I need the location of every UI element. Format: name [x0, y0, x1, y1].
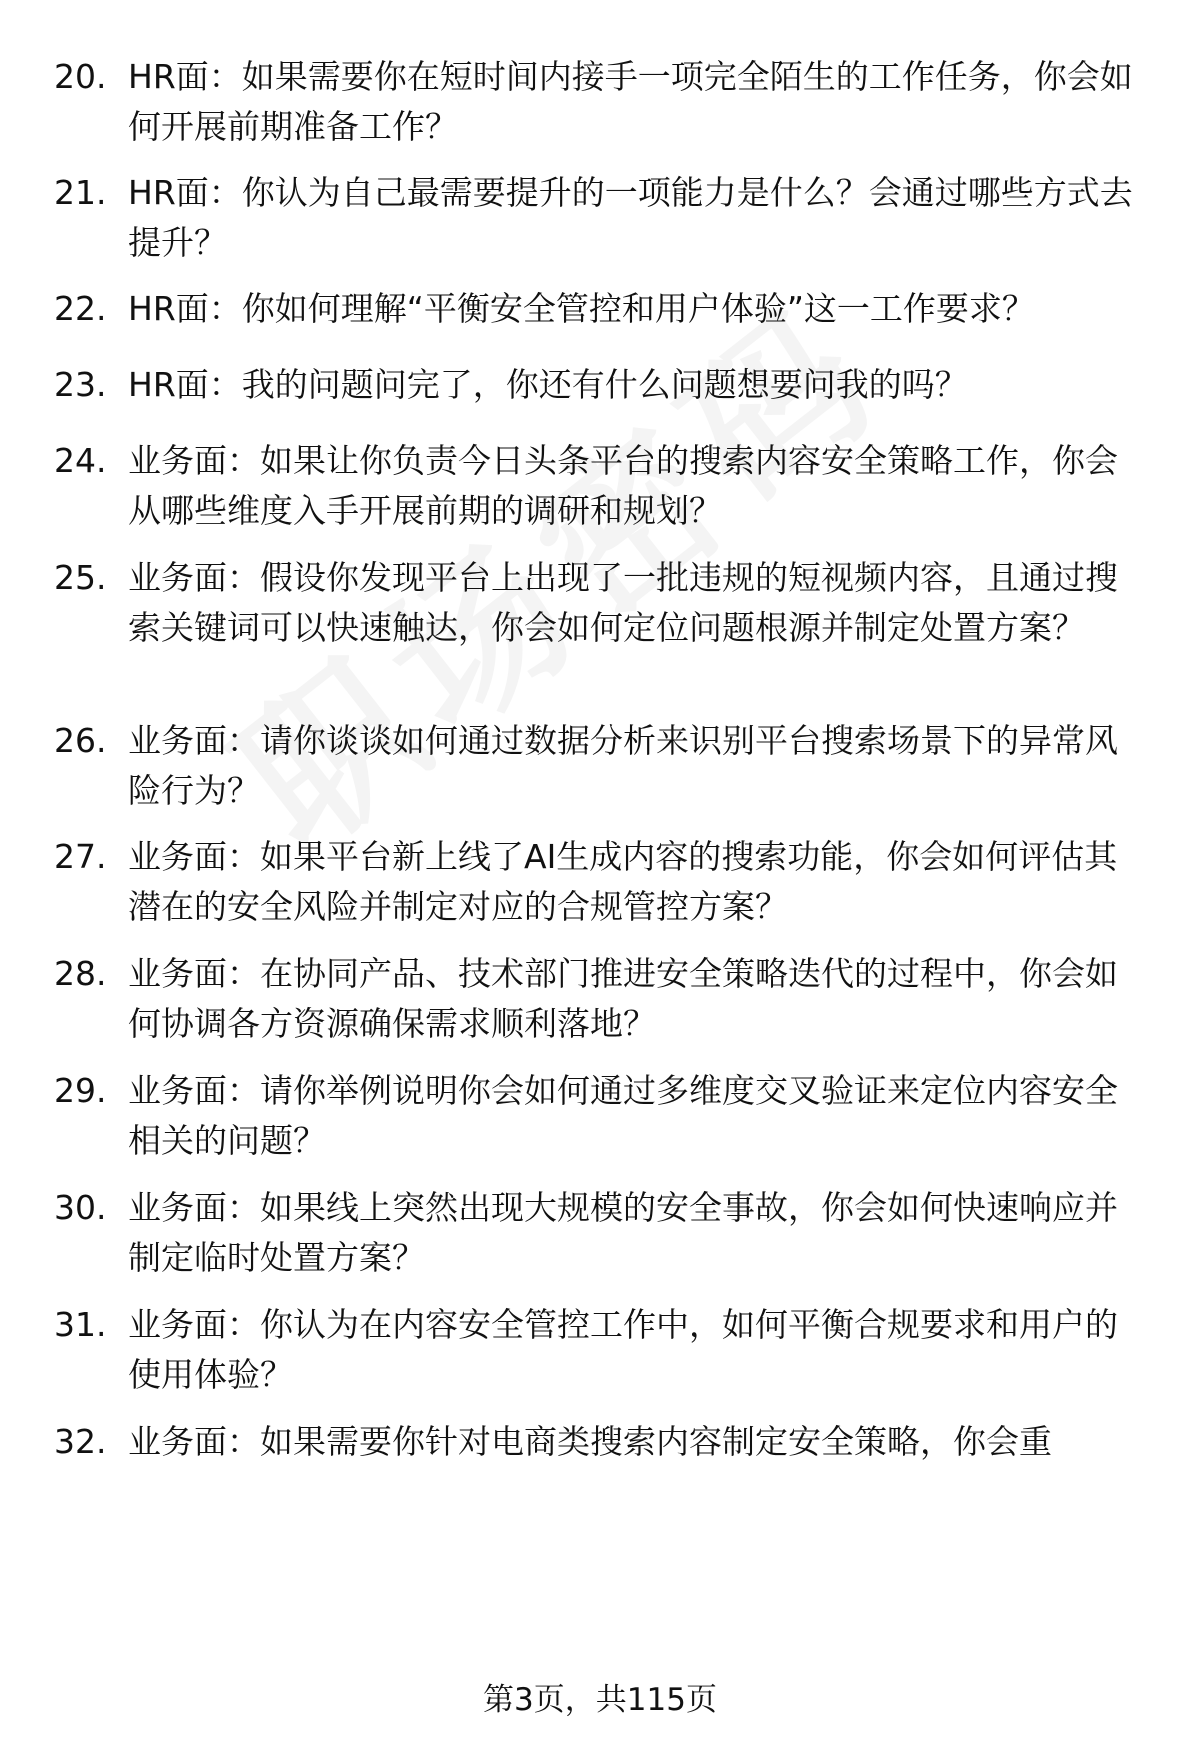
item-number: 25.: [54, 558, 107, 597]
page-footer: 第3页，共115页: [483, 1682, 717, 1718]
item-number: 22.: [54, 289, 107, 328]
item-text: HR面：如果需要你在短时间内接手一项完全陌生的工作任务，你会如何开展前期准备工作？: [128, 57, 1133, 146]
item-number: 20.: [54, 57, 107, 96]
item-text: 业务面：如果让你负责今日头条平台的搜索内容安全策略工作，你会从哪些维度入手开展前期的调研和规划？: [128, 441, 1118, 530]
item-number: 32.: [54, 1422, 107, 1461]
item-text: 业务面：请你举例说明你会如何通过多维度交叉验证来定位内容安全相关的问题？: [128, 1071, 1118, 1160]
item-number: 31.: [54, 1305, 107, 1344]
item-number: 29.: [54, 1071, 107, 1110]
item-text: 业务面：请你谈谈如何通过数据分析来识别平台搜索场景下的异常风险行为？: [128, 721, 1118, 810]
item-text: HR面：你认为自己最需要提升的一项能力是什么？会通过哪些方式去提升？: [128, 173, 1133, 262]
item-text: 业务面：在协同产品、技术部门推进安全策略迭代的过程中，你会如何协调各方资源确保需求顺利落地？: [128, 954, 1118, 1043]
item-text: 业务面：你认为在内容安全管控工作中，如何平衡合规要求和用户的使用体验？: [128, 1305, 1118, 1394]
item-text: 业务面：如果平台新上线了AI生成内容的搜索功能，你会如何评估其潜在的安全风险并制定对应的合规管控方案？: [128, 837, 1118, 926]
item-number: 23.: [54, 365, 107, 404]
item-number: 21.: [54, 173, 107, 212]
item-text: 业务面：如果线上突然出现大规模的安全事故，你会如何快速响应并制定临时处置方案？: [128, 1188, 1118, 1277]
item-text: HR面：我的问题问完了，你还有什么问题想要问我的吗？: [128, 365, 968, 404]
item-number: 30.: [54, 1188, 107, 1227]
item-number: 24.: [54, 441, 107, 480]
item-text: 业务面：假设你发现平台上出现了一批违规的短视频内容，且通过搜索关键词可以快速触达，你会如何定位问题根源并制定处置方案？: [128, 558, 1118, 647]
item-text: HR面：你如何理解“平衡安全管控和用户体验”这一工作要求？: [128, 289, 1035, 328]
item-number: 27.: [54, 837, 107, 876]
item-number: 28.: [54, 954, 107, 993]
item-number: 26.: [54, 721, 107, 760]
item-text: 业务面：如果需要你针对电商类搜索内容制定安全策略，你会重: [128, 1422, 1052, 1461]
